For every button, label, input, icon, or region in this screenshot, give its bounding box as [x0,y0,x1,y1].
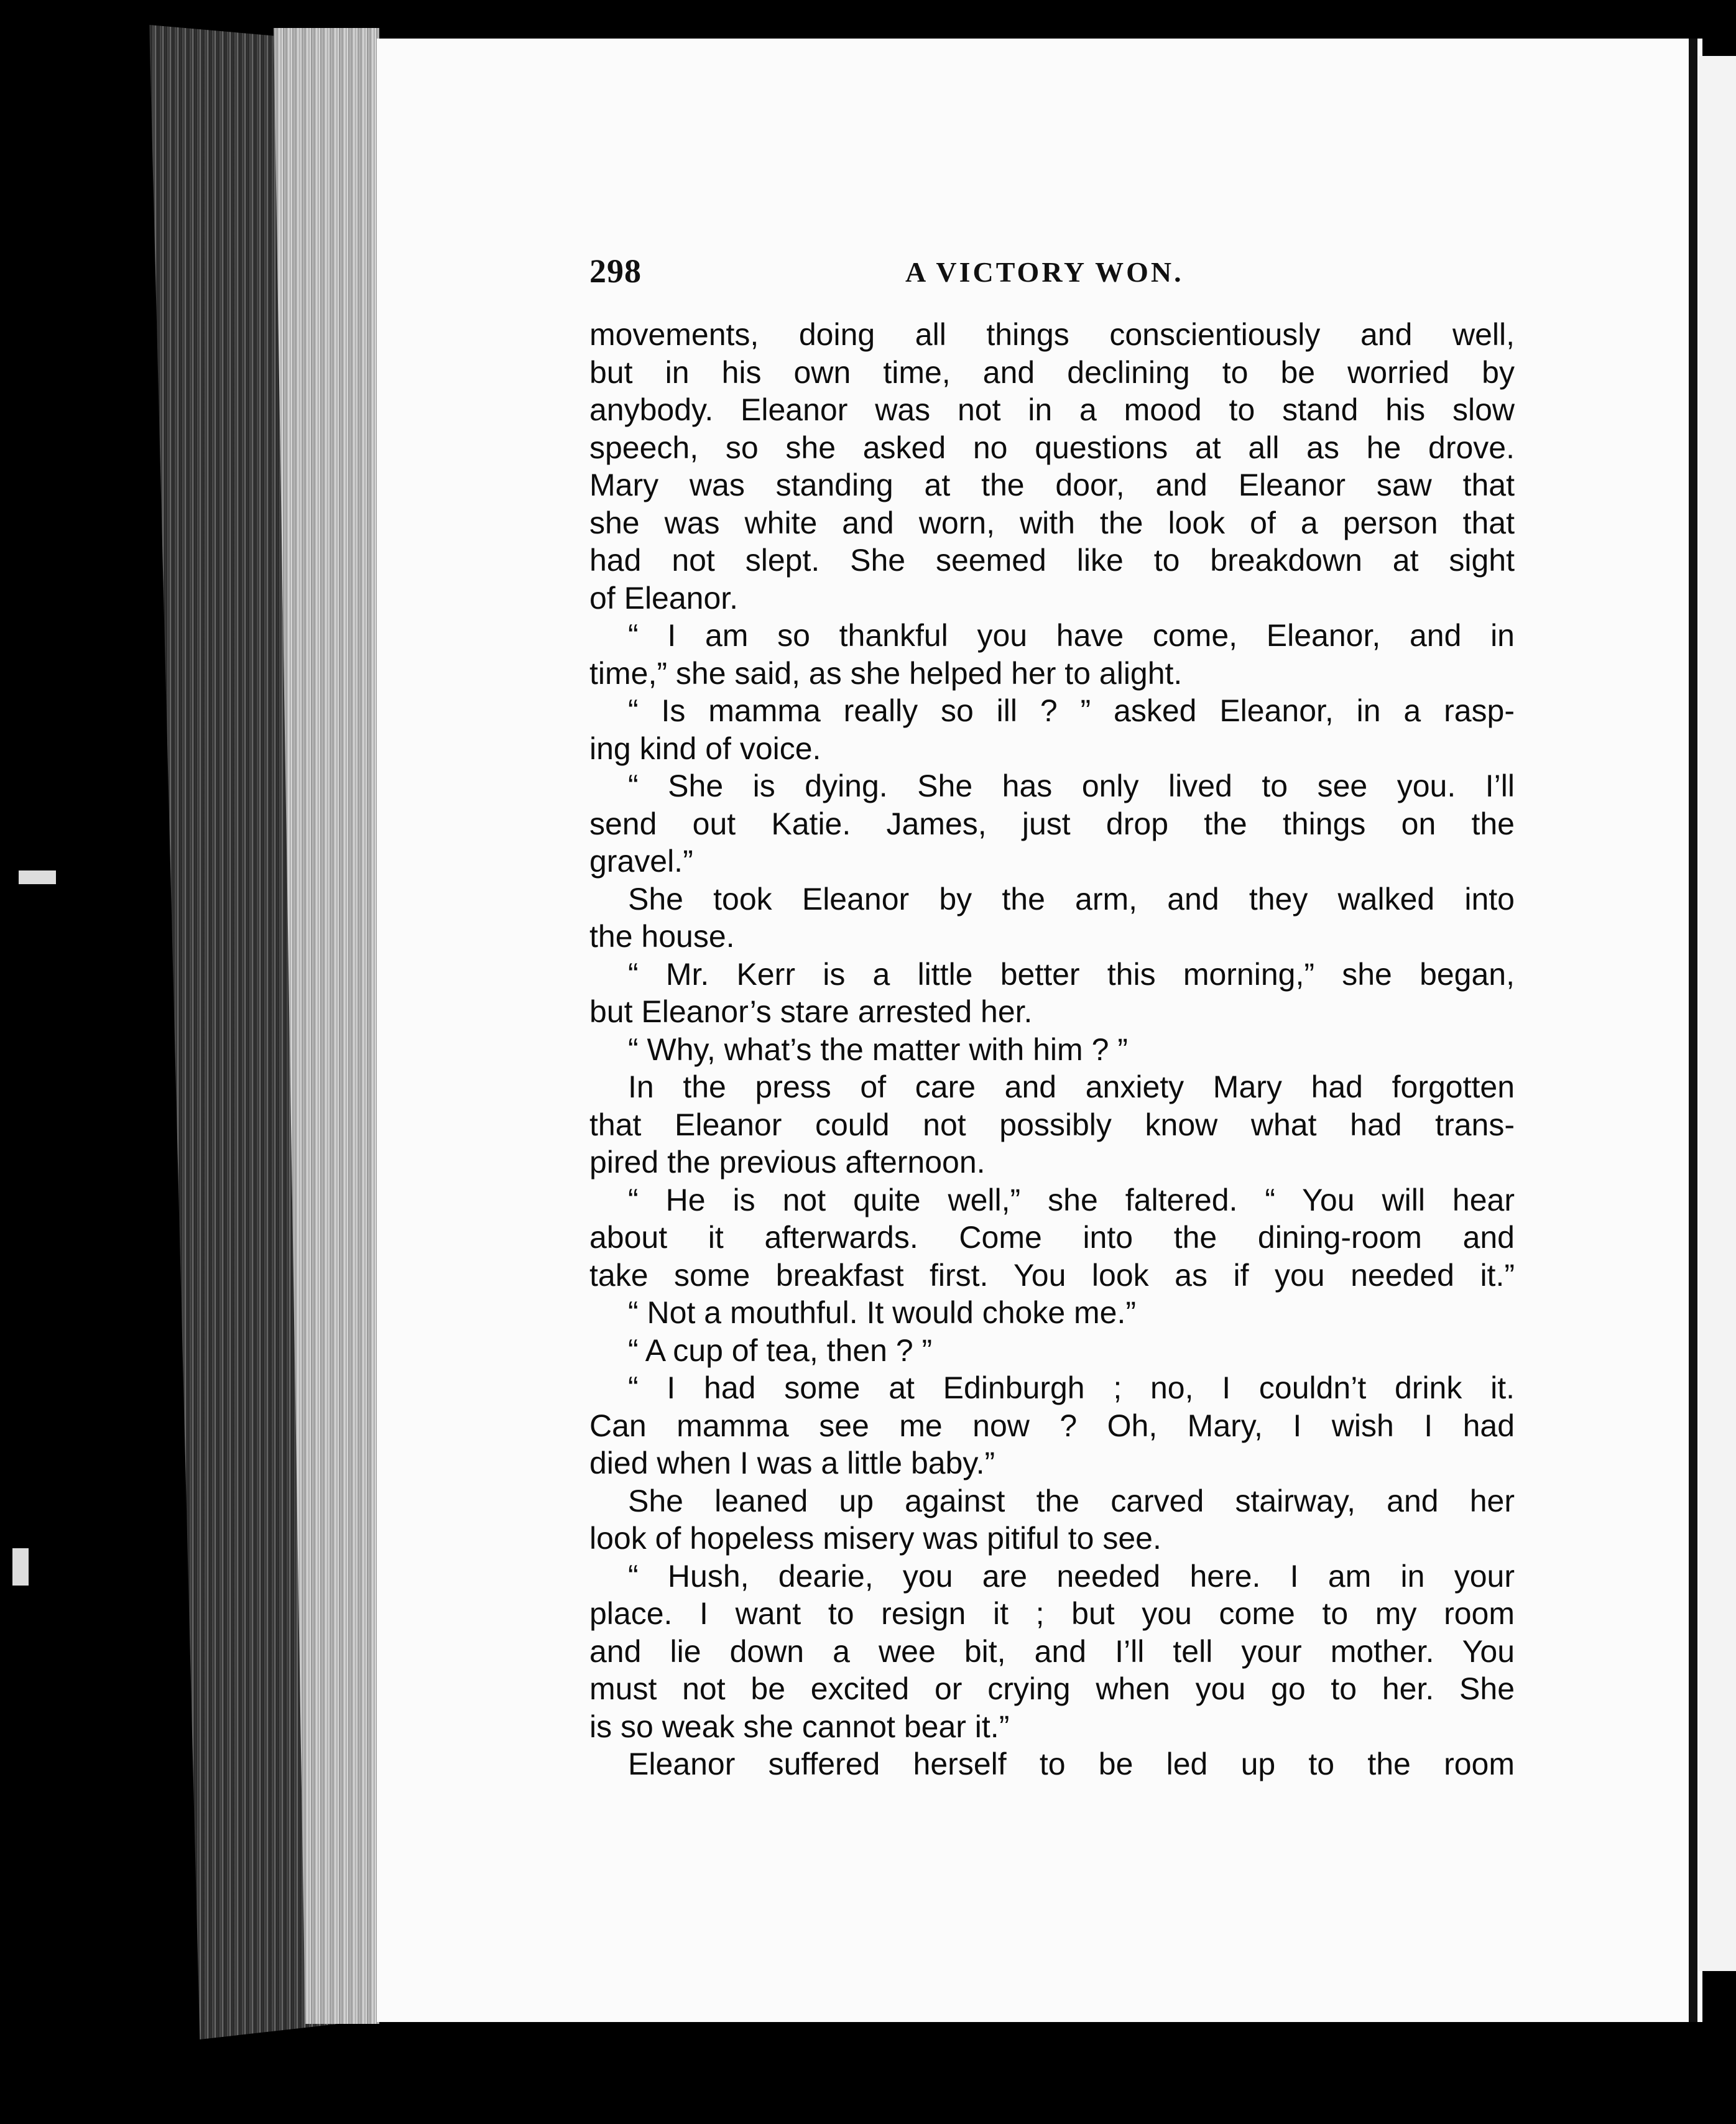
text-line: Can mamma see me now ? Oh, Mary, I wish I had [589,1408,1515,1443]
text-line: send out Katie. James, just drop the things on the [589,806,1515,841]
text-line: “ A cup of tea, then ? ” [628,1332,933,1368]
text-line: she was white and worn, with the look of a person that [589,505,1515,540]
scan-speck [12,1548,29,1586]
text-line: “ Not a mouthful. It would choke me.” [628,1295,1137,1330]
text-line: Mary was standing at the door, and Eleanor saw that [589,468,1515,502]
text-line: “ She is dying. She has only lived to see you. I’ll [628,769,1515,803]
text-line: place. I want to resign it ; but you come to my room [589,1596,1515,1631]
text-line: She took Eleanor by the arm, and they walked into [628,881,1515,917]
text-line: of Eleanor. [589,580,739,616]
text-line: take some breakfast first. You look as if you needed it.” [589,1257,1515,1293]
text-line: time,” she said, as she helped her to alight. [589,655,1183,691]
text-line: the house. [589,919,735,954]
text-line: and lie down a wee bit, and I’ll tell your mother. You [589,1633,1515,1669]
text-line: “ I had some at Edinburgh ; no, I couldn’t drink it. [628,1370,1515,1405]
text-line: “ He is not quite well,” she faltered. “ You will hear [628,1182,1515,1217]
text-line: ing kind of voice. [589,731,821,766]
scan-speck [19,870,56,884]
text-line: Eleanor suffered herself to be led up to the room [628,1747,1515,1781]
text-line: is so weak she cannot bear it.” [589,1709,1010,1744]
text-line: about it afterwards. Come into the dining-room and [589,1220,1515,1255]
running-title: A VICTORY WON. [905,256,1184,288]
text-line: “ Hush, dearie, you are needed here. I am in your [628,1558,1515,1594]
gutter-shadow [1689,39,1697,2022]
text-line: but in his own time, and declining to be worried by [589,354,1515,390]
facing-page-sliver [1699,56,1736,1971]
text-line: “ I am so thankful you have come, Eleanor, and in [628,618,1515,653]
text-line: anybody. Eleanor was not in a mood to stand his slow [589,392,1515,427]
text-line: “ Mr. Kerr is a little better this morning,” she began, [628,956,1515,992]
text-line: “ Why, what’s the matter with him ? ” [628,1032,1128,1067]
text-line: must not be excited or crying when you go to her. She [589,1671,1515,1706]
text-line: “ Is mamma really so ill ? ” asked Eleanor, in a rasp- [628,693,1515,728]
text-line: pired the previous afternoon. [589,1145,986,1180]
text-line: look of hopeless misery was pitiful to see. [589,1521,1161,1556]
text-line: that Eleanor could not possibly know what had trans- [589,1107,1515,1142]
text-line: gravel.” [589,844,693,879]
page-number: 298 [589,252,642,290]
body-text [589,316,1515,1783]
text-line: but Eleanor’s stare arrested her. [589,994,1033,1029]
text-line: movements, doing all things conscientiously and well, [589,317,1515,352]
text-line: In the press of care and anxiety Mary had forgotten [628,1069,1515,1104]
text-line: had not slept. She seemed like to breakdown at sight [589,543,1515,578]
text-line: died when I was a little baby.” [589,1446,995,1480]
running-head [589,252,1517,295]
text-line: She leaned up against the carved stairway, and her [628,1483,1515,1518]
text-line: speech, so she asked no questions at all as he drove. [589,430,1515,465]
